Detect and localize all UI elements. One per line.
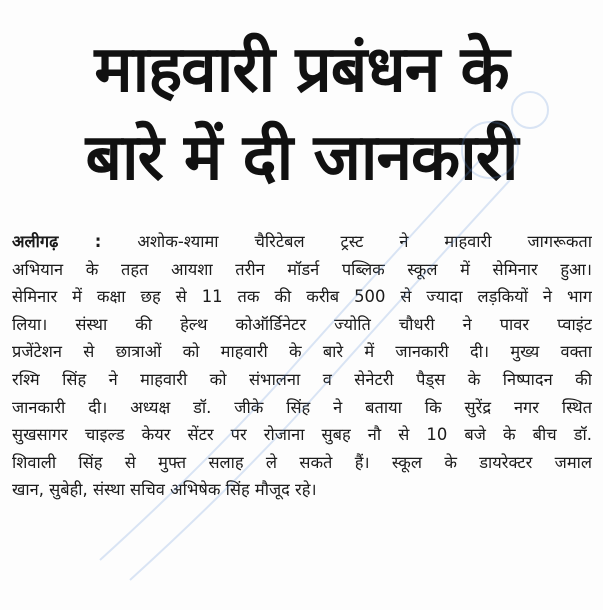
article-line-7: जानकारी दी। अध्यक्ष डॉ. जीके सिंह ने बताया कि सुरेंद्र नगर स्थित [12, 397, 592, 417]
article-line-2: अभियान के तहत आयशा तरीन मॉडर्न पब्लिक स्कूल में सेमिनार हुआ। [12, 259, 592, 279]
article-line-1 [12, 228, 592, 256]
article-line-3: सेमिनार में कक्षा छह से 11 तक की करीब 500 से ज्यादा लड़कियों ने भाग [12, 287, 592, 307]
article-line-text: अशोक-श्यामा चैरिटेबल ट्रस्ट ने माहवारी जागरूकता [137, 232, 592, 251]
article-line-4: लिया। संस्था की हेल्थ कोऑर्डिनेटर ज्योति चौधरी ने पावर प्वाइंट [12, 314, 592, 334]
article-body [12, 228, 592, 504]
headline-line-2: बारे में दी जानकारी [85, 121, 518, 195]
article-line-9: शिवाली सिंह से मुफ्त सलाह ले सकते हैं। स्कूल के डायरेक्टर जमाल [12, 452, 592, 472]
article-line-5: प्रजेंटेशन से छात्राओं को माहवारी के बारे में जानकारी दी। मुख्य वक्ता [12, 342, 592, 362]
article-line-8: सुखसागर चाइल्ड केयर सेंटर पर रोजाना सुबह नौ से 10 बजे के बीच डॉ. [12, 425, 592, 445]
dateline: अलीगढ़ : [12, 232, 102, 251]
article-line-10: खान, सुबेही, संस्था सचिव अभिषेक सिंह मौजूद रहे। [12, 480, 317, 500]
headline-line-1: माहवारी प्रबंधन के [94, 33, 509, 107]
article-line-6: रश्मि सिंह ने माहवारी को संभालना व सेनेटरी पैड्स के निष्पादन की [12, 369, 592, 389]
